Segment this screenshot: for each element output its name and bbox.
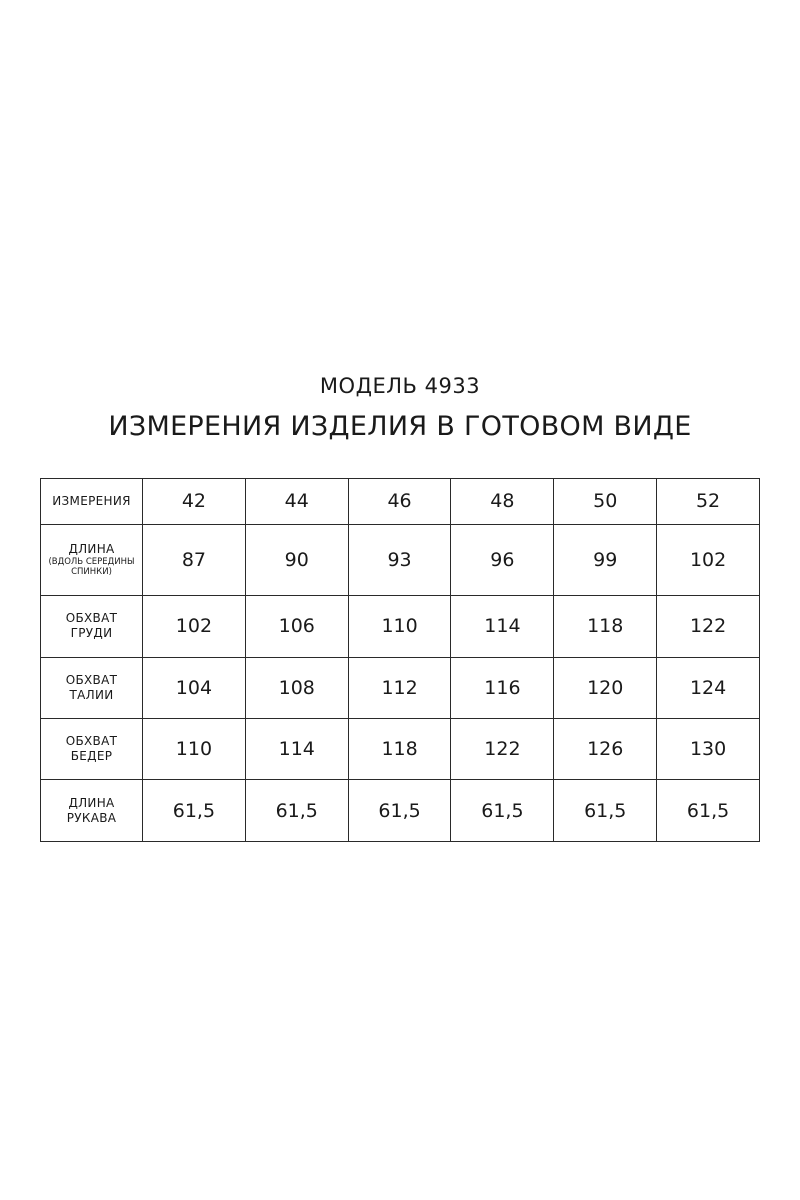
table-cell: 108 — [245, 657, 348, 718]
table-row — [41, 657, 760, 718]
size-header-cell: 50 — [554, 479, 657, 525]
table-cell: 99 — [554, 524, 657, 595]
row-label-line2: БЕДЕР — [70, 749, 113, 764]
row-label-line1: ДЛИНА — [68, 542, 115, 557]
header-label-cell — [41, 479, 143, 525]
table-header-row — [41, 479, 760, 525]
table-row — [41, 596, 760, 657]
table-cell: 118 — [348, 718, 451, 779]
row-label-note: (ВДОЛЬ СЕРЕДИНЫ СПИНКИ) — [48, 557, 135, 578]
model-title: МОДЕЛЬ 4933 — [319, 374, 481, 398]
row-label-line1: ОБХВАТ — [65, 672, 118, 687]
table-cell: 114 — [245, 718, 348, 779]
table-row — [41, 718, 760, 779]
table-cell: 114 — [451, 596, 554, 657]
table-cell: 112 — [348, 657, 451, 718]
table-cell: 61,5 — [143, 780, 246, 842]
table-cell: 120 — [554, 657, 657, 718]
row-label-line1: ОБХВАТ — [65, 611, 118, 626]
table-cell: 116 — [451, 657, 554, 718]
size-header-cell: 42 — [143, 479, 246, 525]
row-label-line2: ТАЛИИ — [69, 687, 114, 702]
table-cell: 90 — [245, 524, 348, 595]
header-label: ИЗМЕРЕНИЯ — [52, 493, 131, 508]
table-cell: 61,5 — [657, 780, 760, 842]
row-label-cell — [41, 596, 143, 657]
size-header-cell: 48 — [451, 479, 554, 525]
table-cell: 122 — [657, 596, 760, 657]
size-header-cell: 44 — [245, 479, 348, 525]
table-cell: 124 — [657, 657, 760, 718]
table-cell: 110 — [143, 718, 246, 779]
table-cell: 61,5 — [245, 780, 348, 842]
table-cell: 96 — [451, 524, 554, 595]
table-cell: 102 — [657, 524, 760, 595]
table-cell: 102 — [143, 596, 246, 657]
table-cell: 110 — [348, 596, 451, 657]
row-label-cell — [41, 718, 143, 779]
table-row — [41, 780, 760, 842]
table-cell: 61,5 — [554, 780, 657, 842]
size-header-cell: 46 — [348, 479, 451, 525]
table-cell: 93 — [348, 524, 451, 595]
table-cell: 126 — [554, 718, 657, 779]
size-chart-table — [40, 478, 760, 842]
size-header-cell: 52 — [657, 479, 760, 525]
row-label-line1: ДЛИНА — [68, 795, 115, 810]
table-row — [41, 524, 760, 595]
table-cell: 106 — [245, 596, 348, 657]
row-label-cell — [41, 524, 143, 595]
row-label-line2: ГРУДИ — [70, 626, 113, 641]
table-cell: 87 — [143, 524, 246, 595]
row-label-cell — [41, 780, 143, 842]
row-label-cell — [41, 657, 143, 718]
table-cell: 61,5 — [451, 780, 554, 842]
row-label-line2: РУКАВА — [66, 810, 117, 825]
table-cell: 130 — [657, 718, 760, 779]
table-cell: 61,5 — [348, 780, 451, 842]
table-cell: 118 — [554, 596, 657, 657]
page-title: ИЗМЕРЕНИЯ ИЗДЕЛИЯ В ГОТОВОМ ВИДЕ — [108, 411, 692, 442]
table-cell: 122 — [451, 718, 554, 779]
row-label-line1: ОБХВАТ — [65, 734, 118, 749]
table-cell: 104 — [143, 657, 246, 718]
